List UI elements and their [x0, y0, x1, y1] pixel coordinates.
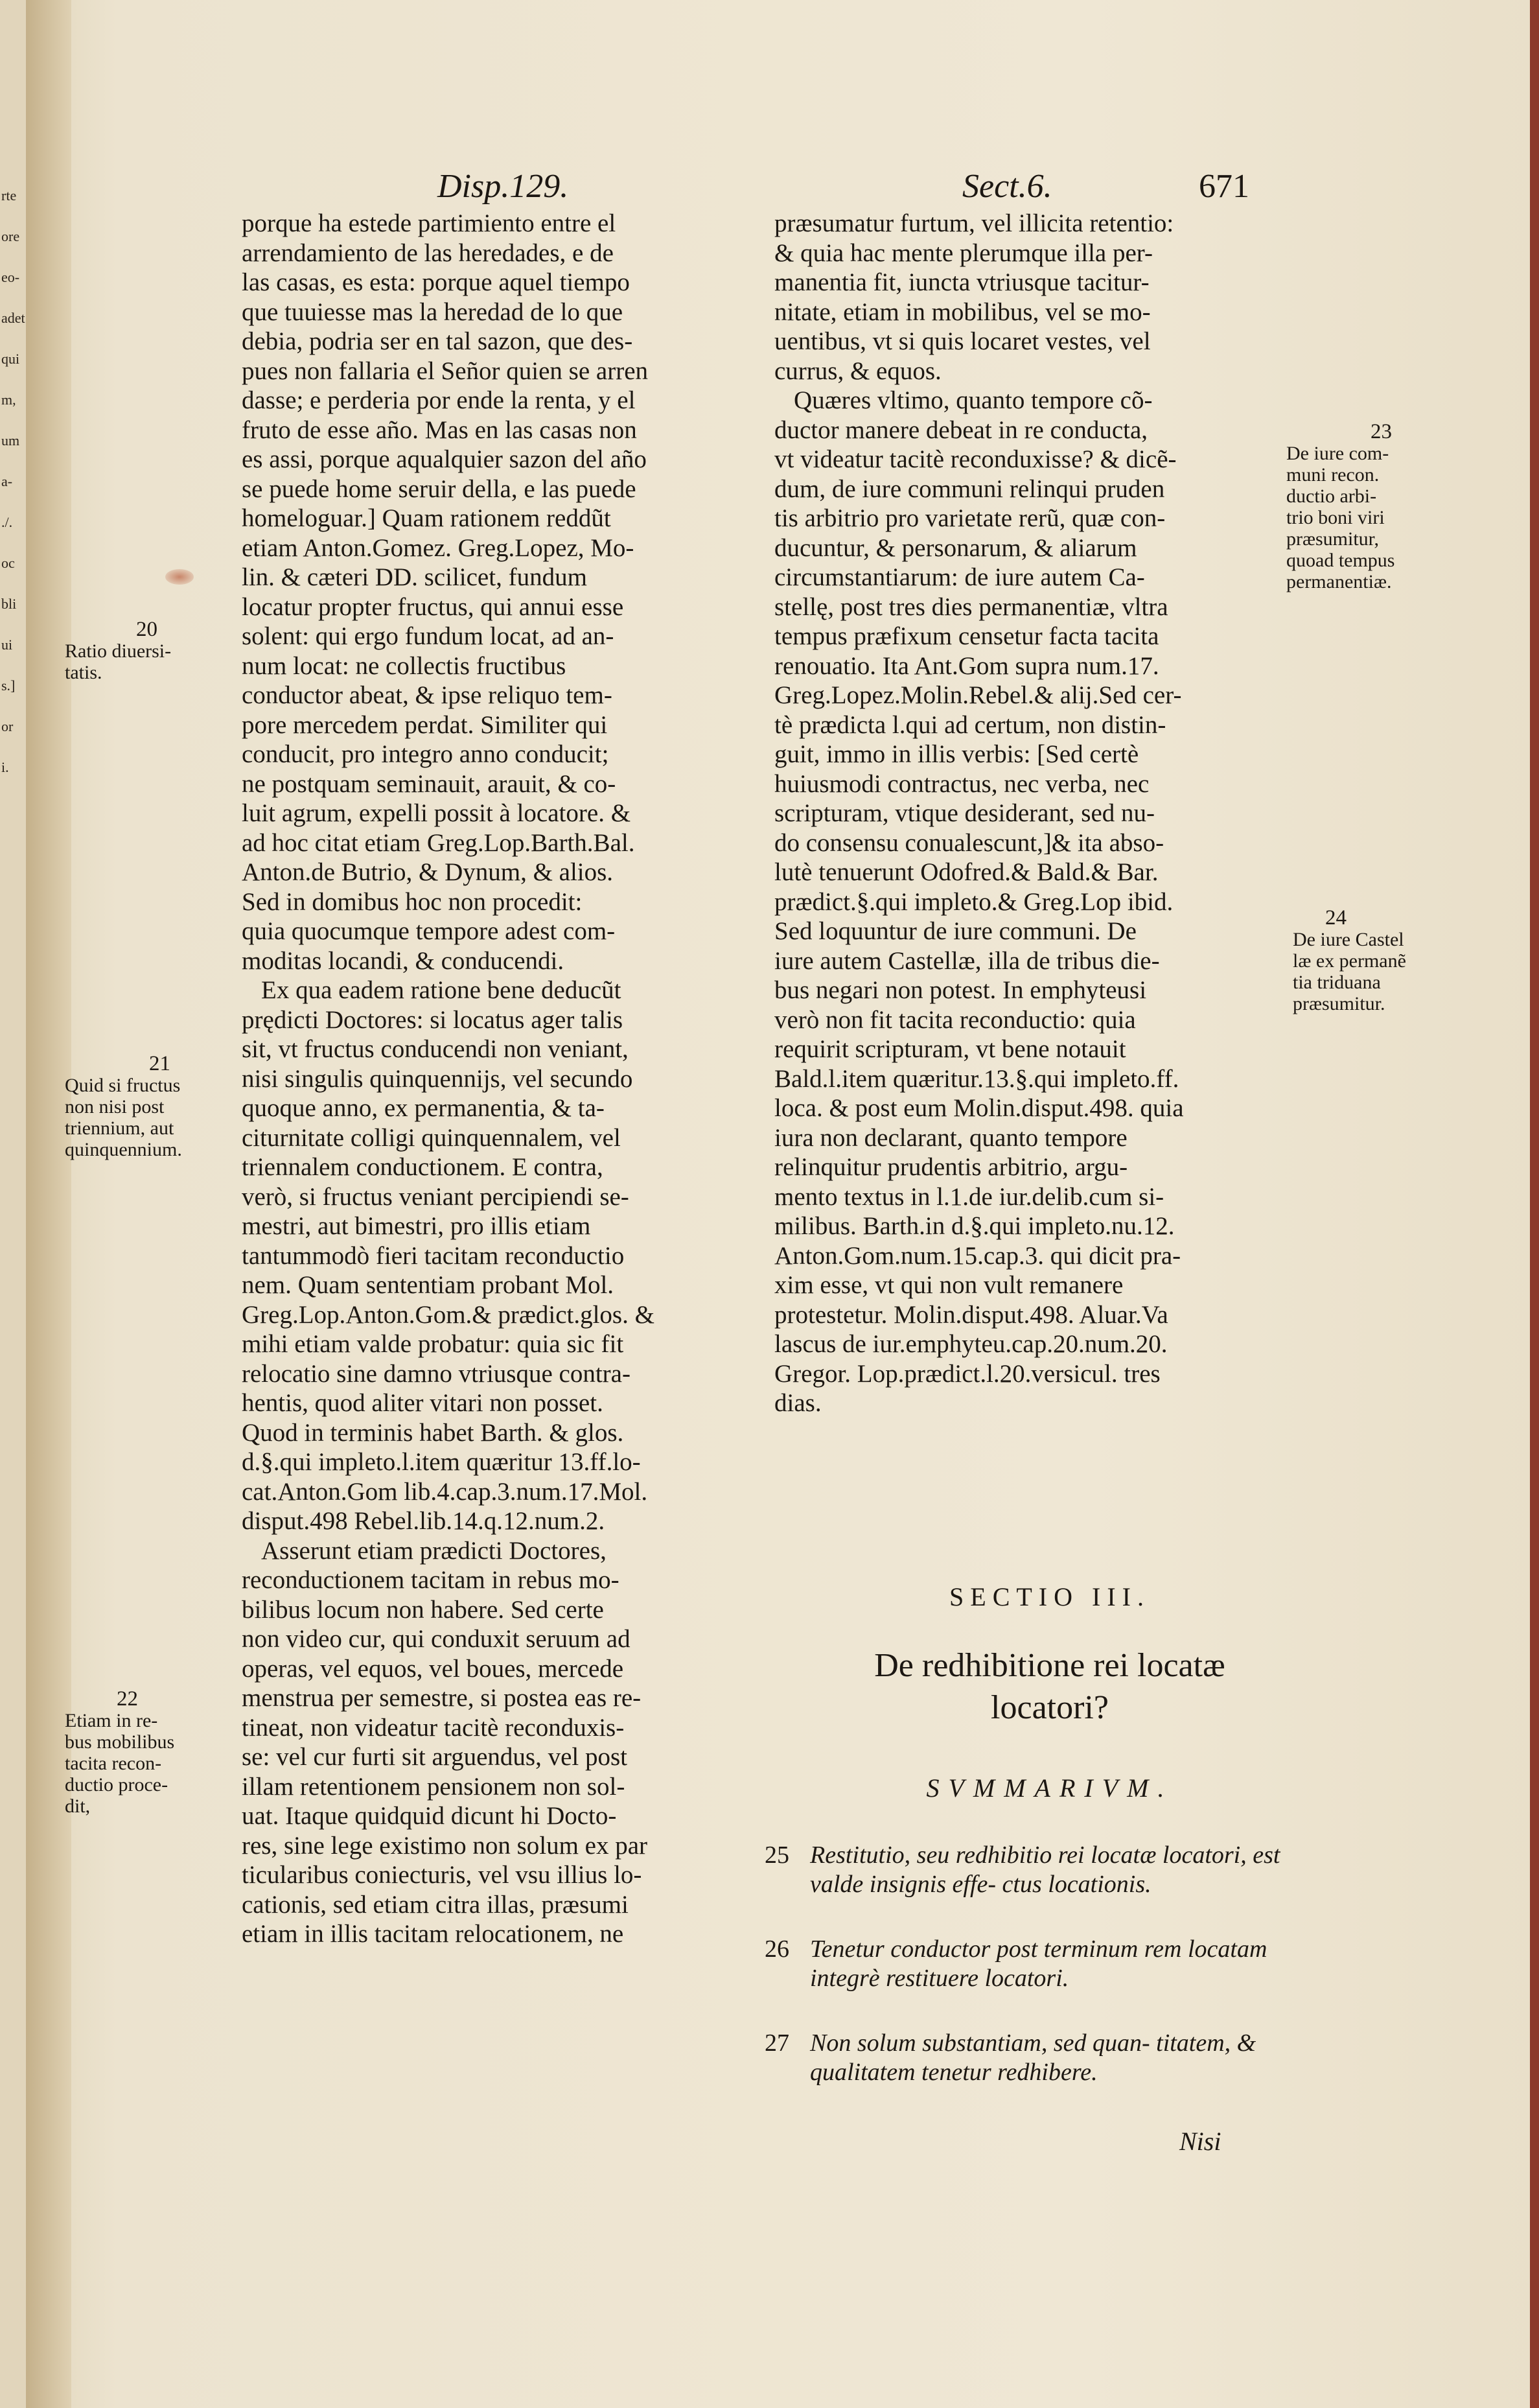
spine-fragment [1, 175, 25, 788]
margin-note-line: bus mobilibus [65, 1731, 175, 1753]
spine-fragment-line: um [1, 432, 20, 449]
text-line: res, sine lege existimo non solum ex par [242, 1831, 648, 1860]
page-gutter-shadow [26, 0, 71, 2408]
text-line: bilibus locum non habere. Sed certe [242, 1595, 604, 1624]
text-line: Ex qua eadem ratione bene deducũt [261, 976, 621, 1004]
summary-item-text: Non solum substantiam, sed quan- titatem, & qualitatem tenetur redhibere. [810, 2029, 1256, 2086]
text-line: milibus. Barth.in d.§.qui impleto.nu.12. [774, 1212, 1175, 1240]
text-line: guit, immo in illis verbis: [Sed certè [774, 740, 1139, 768]
text-line: renouatio. Ita Ant.Gom supra num.17. [774, 651, 1159, 680]
text-line: ne postquam seminauit, arauit, & co- [242, 769, 616, 798]
margin-note-line: muni recon. [1286, 464, 1380, 485]
text-line: mihi etiam valde probatur: quia sic fit [242, 1330, 624, 1358]
margin-note-line: ductio arbi- [1286, 485, 1377, 507]
catchword: Nisi [1179, 2127, 1221, 2156]
margin-note-line: Etiam in re- [65, 1710, 158, 1731]
text-line: quia quocumque tempore adest com- [242, 917, 616, 945]
text-line: uentibus, vt si quis locaret vestes, vel [774, 327, 1151, 355]
margin-note-number: 23 [1371, 420, 1392, 443]
summary-item-number: 27 [765, 2029, 789, 2057]
summary-item-number: 25 [765, 1841, 789, 1869]
spine-fragment-line: m, [1, 392, 16, 408]
spine-fragment-line: s.] [1, 677, 16, 694]
text-line: hentis, quod aliter vitari non posset. [242, 1389, 603, 1417]
text-line: manentia fit, iuncta vtriusque tacitur- [774, 268, 1150, 296]
text-line: lin. & cæteri DD. scilicet, fundum [242, 563, 587, 591]
text-line: porque ha estede partimiento entre el [242, 209, 616, 237]
margin-note-24 [1293, 907, 1448, 1014]
text-line: conductor abeat, & ipse reliquo tem- [242, 681, 612, 709]
margin-note-number: 21 [149, 1052, 170, 1075]
text-line: stellę, post tres dies permanentiæ, vltra [774, 592, 1168, 621]
text-line: tempus præfixum censetur facta tacita [774, 622, 1159, 650]
spine-fragment-line: a- [1, 473, 13, 489]
text-line: mento textus in l.1.de iur.delib.cum si- [774, 1182, 1164, 1211]
page-number: 671 [1199, 168, 1249, 205]
summary-item-text: Restitutio, seu redhibitio rei locatæ locatori, est valde insignis effe- ctus locationis. [810, 1841, 1280, 1898]
header-disputation: Disp.129. [437, 168, 569, 205]
spine-fragment-line: oc [1, 555, 15, 571]
margin-note-line: De iure com- [1286, 443, 1389, 464]
text-line: mestri, aut bimestri, pro illis etiam [242, 1212, 591, 1240]
text-line: reconductionem tacitam in rebus mo- [242, 1566, 619, 1594]
margin-note-line: tacita recon- [65, 1753, 162, 1774]
text-line: triennalem conductionem. E contra, [242, 1153, 603, 1181]
text-line: Bald.l.item quæritur.13.§.qui impleto.ff. [774, 1064, 1179, 1093]
text-line: Gregor. Lop.prædict.l.20.versicul. tres [774, 1359, 1161, 1388]
text-line: etiam in illis tacitam relocationem, ne [242, 1920, 624, 1948]
margin-note-line: tia triduana [1293, 972, 1381, 993]
text-line: homeloguar.] Quam rationem reddũt [242, 504, 611, 532]
summary-heading: SVMMARIVM. [926, 1773, 1174, 1803]
text-line: relinquitur prudentis arbitrio, argu- [774, 1153, 1128, 1181]
margin-note-line: dit, [65, 1795, 91, 1817]
text-line: iure autem Castellæ, illa de tribus die- [774, 946, 1160, 975]
text-line: illam retentionem pensionem non sol- [242, 1772, 625, 1801]
text-line: quoque anno, ex permanentia, & ta- [242, 1094, 605, 1122]
margin-note-22 [65, 1689, 233, 1817]
margin-note-line: trio boni viri [1286, 507, 1385, 528]
margin-note-number: 22 [117, 1687, 138, 1711]
text-line: prędicti Doctores: si locatus ager talis [242, 1005, 623, 1034]
text-line: cat.Anton.Gom lib.4.cap.3.num.17.Mol. [242, 1477, 648, 1506]
margin-note-line: tatis. [65, 662, 102, 683]
text-line: locatur propter fructus, qui annui esse [242, 592, 624, 621]
section-title-line1: De redhibitione rei locatæ [874, 1647, 1225, 1684]
text-line: Asserunt etiam prædicti Doctores, [261, 1536, 607, 1565]
spine-fragment-line: eo- [1, 269, 20, 285]
margin-note-number: 24 [1325, 906, 1347, 929]
text-line: dasse; e perderia por ende la renta, y el [242, 386, 636, 414]
text-line: citurnitate colligi quinquennalem, vel [242, 1123, 621, 1152]
text-line: Quod in terminis habet Barth. & glos. [242, 1418, 624, 1447]
spine-fragment-line: rte [1, 187, 17, 204]
summary-item-26 [765, 1935, 1283, 1993]
text-line: etiam Anton.Gomez. Greg.Lopez, Mo- [242, 533, 634, 562]
text-line: arrendamiento de las heredades, e de [242, 239, 614, 267]
margin-note-number: 20 [136, 618, 157, 641]
text-line: huiusmodi contractus, nec verba, nec [774, 769, 1150, 798]
text-line: conducit, pro integro anno conducit; [242, 740, 609, 768]
text-line: se puede home seruir della, e las puede [242, 474, 636, 503]
margin-note-line: quinquennium. [65, 1139, 182, 1160]
margin-note-20 [65, 619, 227, 683]
ink-stain [165, 569, 194, 585]
text-line: xim esse, vt qui non vult remanere [774, 1271, 1124, 1299]
text-line: moditas locandi, & conducendi. [242, 946, 564, 975]
text-line: Greg.Lopez.Molin.Rebel.& alij.Sed cer- [774, 681, 1182, 709]
section-heading: SECTIO III. [949, 1582, 1150, 1611]
section-title-line2: locatori? [991, 1689, 1109, 1726]
summary-item-text: Tenetur conductor post terminum rem locatam integrè restituere locatori. [810, 1935, 1267, 1992]
text-line: tè prædicta l.qui ad certum, non distin- [774, 710, 1166, 739]
text-line: las casas, es esta: porque aquel tiempo [242, 268, 630, 296]
text-line: sit, vt fructus conducendi non veniant, [242, 1035, 629, 1063]
text-line: ad hoc citat etiam Greg.Lop.Barth.Bal. [242, 828, 635, 857]
text-line: Sed in domibus hoc non procedit: [242, 887, 583, 916]
margin-note-line: præsumitur. [1293, 993, 1385, 1014]
text-line: currus, & equos. [774, 357, 942, 385]
text-line: d.§.qui impleto.l.item quæritur 13.ff.lo- [242, 1448, 641, 1476]
text-line: disput.498 Rebel.lib.14.q.12.num.2. [242, 1507, 605, 1535]
text-line: circumstantiarum: de iure autem Ca- [774, 563, 1145, 591]
spine-fragment-line: i. [1, 759, 9, 775]
text-line: que tuuiesse mas la heredad de lo que [242, 298, 623, 326]
margin-note-line: Ratio diuersi- [65, 640, 172, 662]
text-line: ducuntur, & personarum, & aliarum [774, 533, 1137, 562]
text-line: Greg.Lop.Anton.Gom.& prædict.glos. & [242, 1300, 654, 1329]
text-line: pore mercedem perdat. Similiter qui [242, 710, 608, 739]
spine-fragment-line: bli [1, 596, 17, 612]
margin-note-21 [65, 1053, 240, 1160]
margin-note-23 [1286, 421, 1448, 592]
text-line: ductor manere debeat in re conducta, [774, 415, 1148, 444]
text-line: luit agrum, expelli possit à locatore. & [242, 799, 631, 827]
spine-fragment-line: ui [1, 637, 13, 653]
margin-note-line: Quid si fructus [65, 1075, 181, 1096]
text-line: debia, podria ser en tal sazon, que des- [242, 327, 633, 355]
binding-edge [1530, 0, 1539, 2408]
margin-note-line: triennium, aut [65, 1117, 174, 1139]
text-line: ticularibus coniecturis, vel vsu illius lo- [242, 1861, 642, 1889]
margin-note-line: De iure Castel [1293, 929, 1404, 950]
text-line: es assi, porque aqualquier sazon del año [242, 445, 647, 473]
summary-item-number: 26 [765, 1935, 789, 1963]
text-line: & quia hac mente plerumque illa per- [774, 239, 1153, 267]
text-line: do consensu conualescunt,]& ita abso- [774, 828, 1164, 857]
margin-note-line: ductio proce- [65, 1774, 168, 1795]
text-line: bus negari non potest. In emphyteusi [774, 976, 1147, 1004]
text-line: prædict.§.qui impleto.& Greg.Lop ibid. [774, 887, 1174, 916]
text-line: relocatio sine damno vtriusque contra- [242, 1359, 631, 1388]
text-line: lutè tenuerunt Odofred.& Bald.& Bar. [774, 858, 1159, 886]
spine-fragment-line: adet [1, 310, 25, 326]
spine-fragment-line: or [1, 718, 14, 734]
margin-note-line: non nisi post [65, 1096, 165, 1117]
text-line: lascus de iur.emphyteu.cap.20.num.20. [774, 1330, 1168, 1358]
text-line: nisi singulis quinquennijs, vel secundo [242, 1064, 633, 1093]
margin-note-line: præsumitur, [1286, 528, 1379, 550]
summary-item-25 [765, 1841, 1283, 1899]
margin-note-line: læ ex permanẽ [1293, 950, 1406, 972]
text-line: tantummodò fieri tacitam reconductio [242, 1241, 625, 1270]
spine-fragment-line: ./. [1, 514, 13, 530]
spine-left-page [0, 0, 26, 2408]
text-line: num locat: ne collectis fructibus [242, 651, 566, 680]
text-line: dias. [774, 1389, 822, 1417]
text-line: tineat, non videatur tacitè reconduxis- [242, 1713, 625, 1742]
spine-fragment-line: ore [1, 228, 20, 244]
text-line: non video cur, qui conduxit seruum ad [242, 1625, 631, 1653]
left-text-column [242, 209, 768, 1949]
text-line: Sed loquuntur de iure communi. De [774, 917, 1137, 945]
book-page [26, 0, 1539, 2408]
text-line: tis arbitrio pro varietate rerũ, quæ con- [774, 504, 1166, 532]
header-section: Sect.6. [962, 168, 1052, 205]
text-line: iura non declarant, quanto tempore [774, 1123, 1128, 1152]
text-line: protestetur. Molin.disput.498. Aluar.Va [774, 1300, 1168, 1329]
text-line: verò non fit tacita reconductio: quia [774, 1005, 1136, 1034]
text-line: fruto de esse año. Mas en las casas non [242, 415, 637, 444]
text-line: operas, vel equos, vel boues, mercede [242, 1654, 624, 1683]
right-text-column [774, 209, 1302, 1418]
text-line: pues non fallaria el Señor quien se arren [242, 357, 649, 385]
margin-note-line: quoad tempus [1286, 550, 1395, 571]
text-line: nitate, etiam in mobilibus, vel se mo- [774, 298, 1151, 326]
text-line: menstrua per semestre, si postea eas re- [242, 1684, 642, 1712]
margin-note-line: permanentiæ. [1286, 571, 1392, 592]
spine-fragment-line: qui [1, 351, 20, 367]
text-line: Quæres vltimo, quanto tempore cõ- [794, 386, 1153, 414]
text-line: scripturam, vtique desiderant, sed nu- [774, 799, 1155, 827]
text-line: requirit scripturam, vt bene notauit [774, 1035, 1126, 1063]
text-line: se: vel cur furti sit arguendus, vel post [242, 1743, 627, 1771]
text-line: loca. & post eum Molin.disput.498. quia [774, 1094, 1184, 1122]
summary-item-27 [765, 2029, 1283, 2087]
text-line: dum, de iure communi relinqui pruden [774, 474, 1165, 503]
text-line: solent: qui ergo fundum locat, ad an- [242, 622, 614, 650]
text-line: cationis, sed etiam citra illas, præsumi [242, 1890, 629, 1919]
text-line: uat. Itaque quidquid dicunt hi Docto- [242, 1802, 617, 1830]
text-line: vt videatur tacitè reconduxisse? & dicẽ- [774, 445, 1177, 473]
text-line: præsumatur furtum, vel illicita retentio: [774, 209, 1174, 237]
text-line: Anton.Gom.num.15.cap.3. qui dicit pra- [774, 1241, 1181, 1270]
text-line: nem. Quam sententiam probant Mol. [242, 1271, 614, 1299]
text-line: Anton.de Butrio, & Dynum, & alios. [242, 858, 614, 886]
text-line: verò, si fructus veniant percipiendi se- [242, 1182, 629, 1211]
